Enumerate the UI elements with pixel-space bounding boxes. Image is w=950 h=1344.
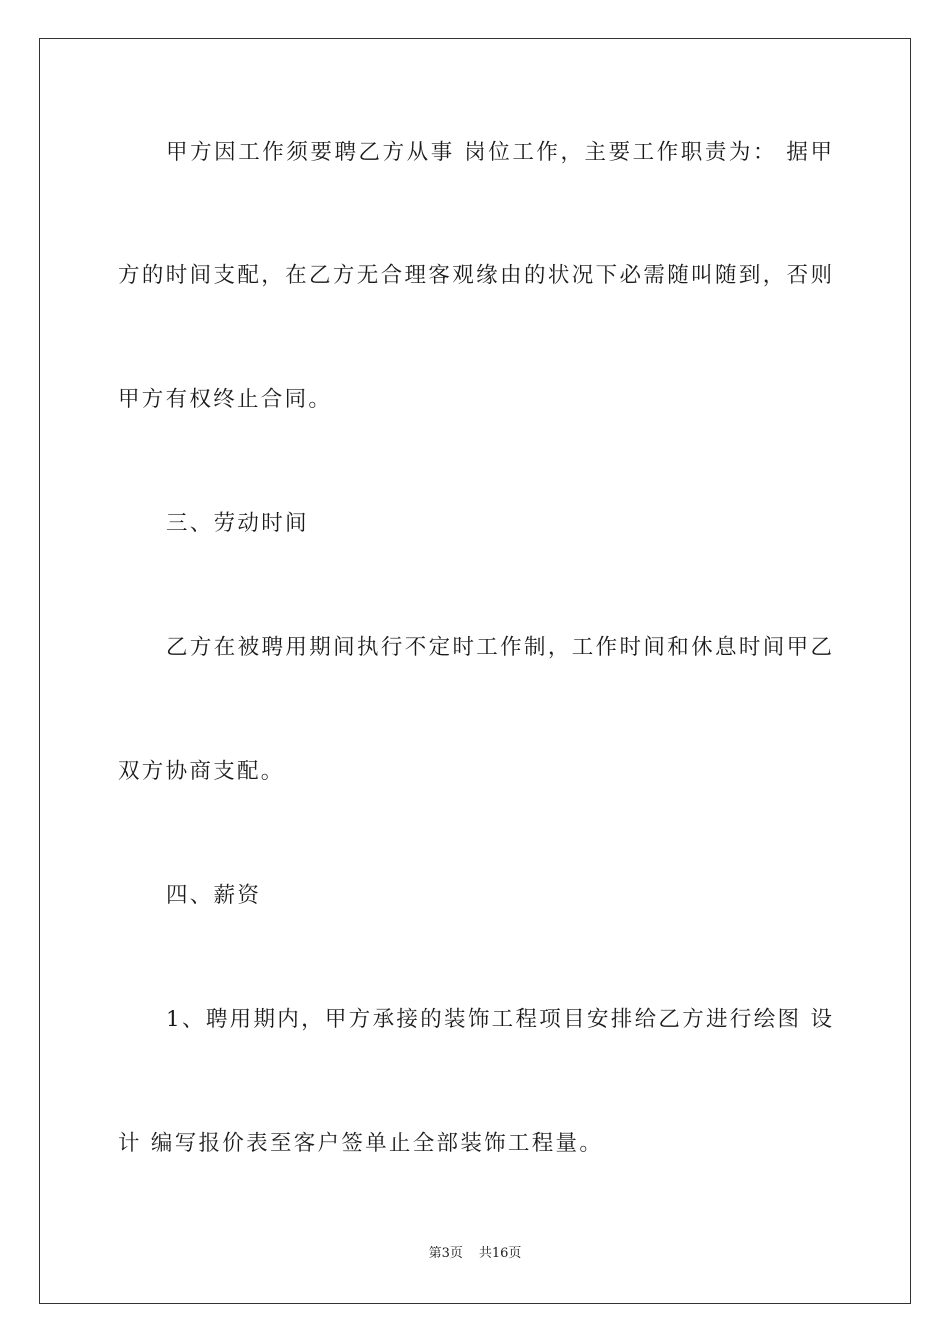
page-number: 第3页 bbox=[428, 1246, 463, 1261]
section-heading: 四、薪资 bbox=[166, 883, 262, 908]
paragraph-line: 甲方因工作须要聘乙方从事 岗位工作，主要工作职责为： 据甲 bbox=[166, 140, 832, 165]
paragraph-line: 双方协商支配。 bbox=[118, 759, 285, 784]
paragraph-line: 乙方在被聘用期间执行不定时工作制，工作时间和休息时间甲乙 bbox=[166, 635, 832, 660]
section-heading: 三、劳动时间 bbox=[166, 511, 309, 536]
paragraph-line: 计 编写报价表至客户签单止全部装饰工程量。 bbox=[118, 1131, 604, 1156]
page-footer bbox=[0, 1244, 950, 1264]
paragraph-line: 甲方有权终止合同。 bbox=[118, 387, 333, 412]
paragraph-line: 1、聘用期内，甲方承接的装饰工程项目安排给乙方进行绘图 设 bbox=[166, 1007, 832, 1032]
paragraph-line: 方的时间支配，在乙方无合理客观缘由的状况下必需随叫随到，否则 bbox=[118, 263, 832, 288]
page-border bbox=[39, 38, 911, 1304]
page-total: 共16页 bbox=[478, 1246, 522, 1261]
